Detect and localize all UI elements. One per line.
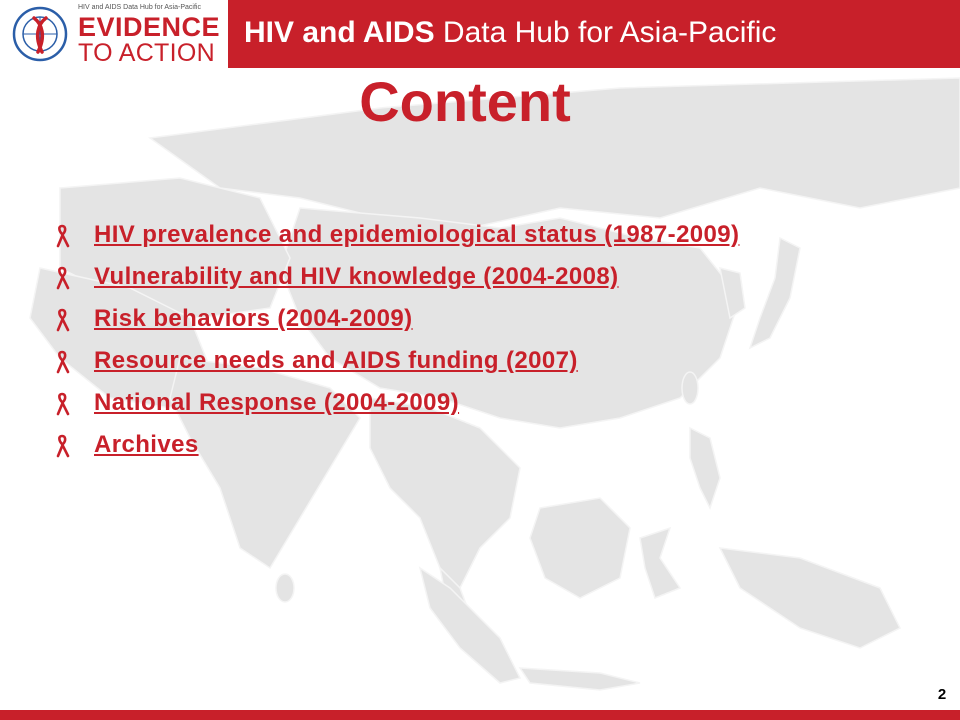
- list-item: [56, 384, 916, 426]
- content-list: [56, 216, 916, 468]
- list-item: [56, 426, 916, 468]
- evidence-to-action-logo: [0, 0, 228, 68]
- list-item: [56, 258, 916, 300]
- link-archives[interactable]: Archives: [94, 431, 199, 458]
- logo-tagline: HIV and AIDS Data Hub for Asia-Pacific: [78, 4, 201, 11]
- page-number: 2: [937, 686, 947, 703]
- red-ribbon-icon: [56, 308, 72, 332]
- link-national-response[interactable]: National Response (2004-2009): [94, 389, 460, 416]
- red-ribbon-icon: [56, 224, 72, 248]
- header-bar: [0, 0, 960, 68]
- list-item: [56, 342, 916, 384]
- red-ribbon-icon: [56, 434, 72, 458]
- footer-bar: [0, 710, 960, 720]
- header-title-bold: HIV and AIDS: [244, 16, 435, 49]
- header-title-rest: Data Hub for Asia-Pacific: [434, 16, 777, 49]
- page-title: Content: [359, 70, 571, 133]
- link-vulnerability-knowledge[interactable]: Vulnerability and HIV knowledge (2004-2008): [94, 263, 619, 290]
- red-ribbon-icon: [56, 350, 72, 374]
- header-title: [244, 14, 776, 52]
- list-item: [56, 216, 916, 258]
- un-emblem-icon: [12, 6, 68, 62]
- logo-to-action-text: TO ACTION: [78, 39, 215, 67]
- list-item: [56, 300, 916, 342]
- link-risk-behaviors[interactable]: Risk behaviors (2004-2009): [94, 305, 413, 332]
- logo-wordmark: [78, 4, 224, 66]
- red-ribbon-icon: [56, 392, 72, 416]
- link-resource-needs-funding[interactable]: Resource needs and AIDS funding (2007): [94, 347, 578, 374]
- red-ribbon-icon: [56, 266, 72, 290]
- logo-evidence-text: EVIDENCE: [78, 12, 221, 42]
- link-hiv-prevalence[interactable]: HIV prevalence and epidemiological status (1987-2009): [94, 221, 740, 248]
